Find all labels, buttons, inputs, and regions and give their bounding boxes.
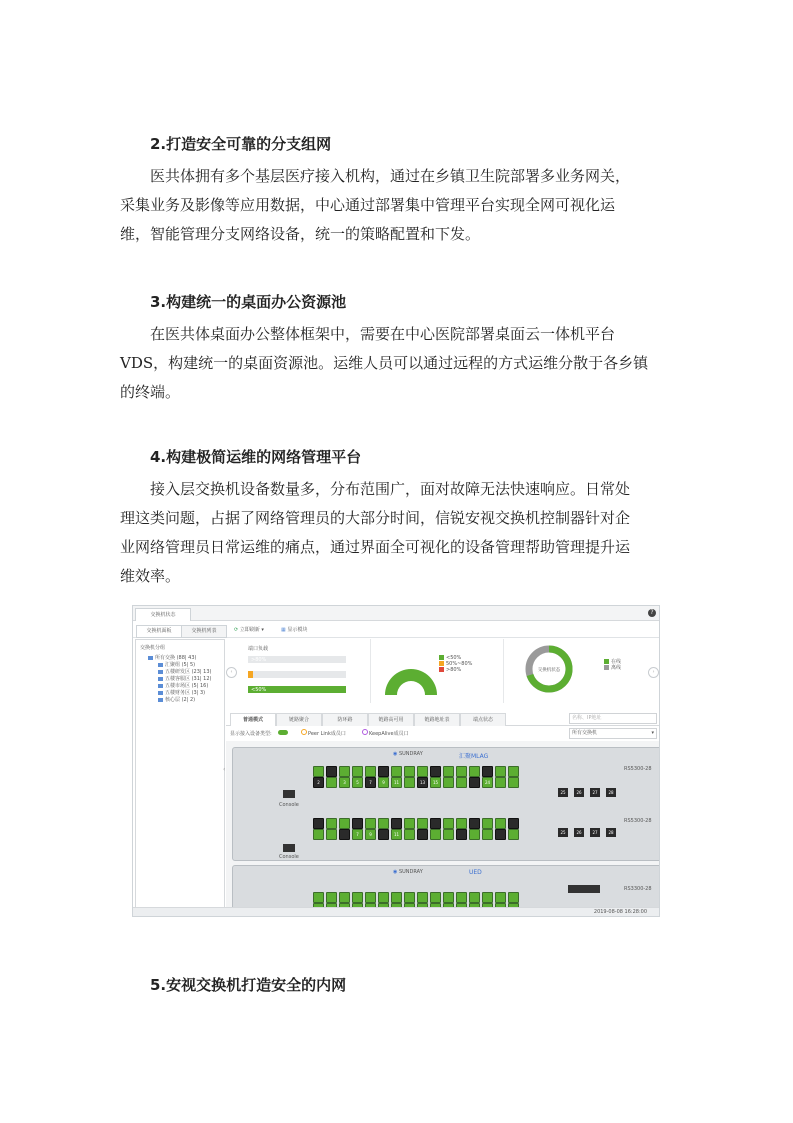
- tree-item[interactable]: [158, 682, 208, 689]
- switch-port[interactable]: [482, 892, 493, 903]
- mode-tab[interactable]: 链路聚合: [276, 713, 322, 726]
- switch-port[interactable]: [482, 766, 493, 777]
- switch-port[interactable]: [430, 892, 441, 903]
- tab-switch-list[interactable]: 交换机列表: [181, 625, 227, 638]
- switch-device-mlag[interactable]: [232, 747, 660, 861]
- switch-port[interactable]: [339, 829, 350, 840]
- filter-label: 显示接入设备类型:: [230, 731, 272, 737]
- switch-port[interactable]: [443, 777, 454, 788]
- switch-port[interactable]: 5: [352, 777, 363, 788]
- paragraph-line: 在医共体桌面办公整体框架中，需要在中心医院部署桌面云一体机平台: [150, 325, 616, 343]
- mode-tab[interactable]: 链路高可用: [368, 713, 414, 726]
- folder-icon: [158, 684, 163, 688]
- switch-port[interactable]: [326, 892, 337, 903]
- power-label: 供电负载: [400, 688, 422, 694]
- switch-port[interactable]: [326, 818, 337, 829]
- folder-icon: [158, 698, 163, 702]
- mode-tab[interactable]: 普通模式: [230, 713, 276, 726]
- status-legend: [604, 659, 621, 671]
- switch-port[interactable]: [456, 829, 467, 840]
- model-label: RS5300-28: [624, 818, 652, 824]
- power-load-panel: [371, 639, 504, 703]
- switch-port[interactable]: [326, 829, 337, 840]
- switch-port[interactable]: [352, 766, 363, 777]
- main-content: [226, 639, 659, 909]
- status-ring-icon: [524, 644, 574, 694]
- switch-status-label: 交换机状态: [537, 668, 561, 673]
- brand-logo: ◉ SUNDRAY: [393, 869, 423, 875]
- sfp-port[interactable]: 28: [606, 788, 616, 797]
- switch-port[interactable]: [391, 818, 402, 829]
- paragraph-line: 医共体拥有多个基层医疗接入机构，通过在乡镇卫生院部署多业务网关，: [150, 167, 631, 185]
- tree-item-label: 核心层 (2| 2): [165, 697, 196, 703]
- switch-port[interactable]: [404, 892, 415, 903]
- legend-label: 50%~80%: [446, 661, 473, 667]
- switch-port[interactable]: [495, 777, 506, 788]
- display-module-label: 显示模块: [287, 627, 308, 633]
- switch-port[interactable]: 3: [339, 777, 350, 788]
- legend-item: [604, 665, 621, 671]
- device-panel-area: [226, 741, 659, 909]
- switch-port[interactable]: 9: [365, 829, 376, 840]
- port-load-title: 端口负载: [248, 646, 269, 652]
- tree-item-label: 五楼财务区 (3| 3): [165, 690, 206, 696]
- switch-port[interactable]: [352, 892, 363, 903]
- power-gauge-icon: [381, 661, 441, 701]
- keepalive-label: KeepAlive成员口: [369, 731, 409, 737]
- switch-port[interactable]: 2: [313, 777, 324, 788]
- switch-port[interactable]: [378, 818, 389, 829]
- console-label: Console: [279, 854, 299, 860]
- switch-port[interactable]: [430, 829, 441, 840]
- switch-port[interactable]: [443, 766, 454, 777]
- peer-link-icon: [301, 729, 307, 735]
- ued-label: UED: [469, 869, 482, 876]
- section-heading-2: 2.打造安全可靠的分支组网: [150, 135, 332, 153]
- switch-filter-select[interactable]: [569, 728, 657, 739]
- switch-port[interactable]: [378, 829, 389, 840]
- mode-tabs: [226, 711, 659, 726]
- switch-group-sidebar: [135, 639, 225, 911]
- port-load-bar: [248, 686, 346, 693]
- refresh-button[interactable]: ⟳ 立即刷新 ▾: [234, 627, 264, 633]
- switch-port[interactable]: [456, 892, 467, 903]
- tree-item-label: 五楼客服区 (31| 12): [165, 676, 212, 682]
- folder-icon: [158, 691, 163, 695]
- paragraph-line: 业网络管理员日常运维的痛点，通过界面全可视化的设备管理帮助管理提升运: [120, 538, 631, 556]
- tab-switch-panel[interactable]: 交换机面板: [136, 625, 182, 638]
- switch-port[interactable]: [326, 777, 337, 788]
- legend-label: <50%: [446, 655, 462, 661]
- bar-label: <50%: [251, 687, 267, 693]
- switch-port[interactable]: [391, 766, 402, 777]
- switch-console-screenshot: [132, 605, 660, 917]
- switch-port[interactable]: [495, 818, 506, 829]
- legend-label: 在线: [611, 659, 622, 665]
- legend-swatch: [604, 659, 609, 664]
- switch-port[interactable]: [378, 766, 389, 777]
- switch-port[interactable]: [313, 818, 324, 829]
- tree-item-label: 五楼市场区 (5| 16): [165, 683, 209, 689]
- next-arrow-icon[interactable]: ›: [648, 667, 659, 678]
- sfp-port[interactable]: 26: [574, 788, 584, 797]
- sidebar-collapse-handle[interactable]: ‹: [223, 766, 226, 773]
- switch-port[interactable]: [378, 892, 389, 903]
- switch-port[interactable]: [495, 766, 506, 777]
- switch-port[interactable]: [469, 829, 480, 840]
- switch-port[interactable]: 7: [365, 777, 376, 788]
- keepalive-icon: [362, 729, 368, 735]
- paragraph-line: 接入层交换机设备数量多，分布范围广，面对故障无法快速响应。日常处: [150, 480, 631, 498]
- filter-row: [226, 727, 659, 739]
- switch-port[interactable]: [443, 892, 454, 903]
- search-input[interactable]: [569, 713, 657, 724]
- switch-port[interactable]: [404, 766, 415, 777]
- switch-port[interactable]: [495, 829, 506, 840]
- port-load-bar: [248, 656, 346, 663]
- window-tab[interactable]: 交换机状态: [135, 608, 191, 621]
- switch-port[interactable]: 11: [391, 829, 402, 840]
- switch-port[interactable]: [443, 818, 454, 829]
- sfp-port[interactable]: 27: [590, 828, 600, 837]
- sfp-port[interactable]: 25: [558, 828, 568, 837]
- refresh-icon: ⟳: [234, 627, 239, 633]
- console-port: [283, 790, 295, 798]
- switch-port[interactable]: [365, 892, 376, 903]
- switch-port[interactable]: 11: [391, 777, 402, 788]
- legend-swatch: [439, 667, 444, 672]
- switch-filter-value: 所有交换机: [572, 730, 598, 736]
- chevron-down-icon: ▾: [651, 730, 654, 736]
- switch-port[interactable]: [417, 829, 428, 840]
- bar-label: >80%: [251, 657, 267, 663]
- switch-port[interactable]: [417, 892, 428, 903]
- switch-port[interactable]: [326, 766, 337, 777]
- switch-port[interactable]: [352, 818, 363, 829]
- paragraph-line: 理这类问题，占据了网络管理员的大部分时间，信锐安视交换机控制器针对企: [120, 509, 631, 527]
- switch-port[interactable]: [469, 777, 480, 788]
- switch-port[interactable]: [456, 818, 467, 829]
- section-heading-3: 3.构建统一的桌面办公资源池: [150, 293, 347, 311]
- toggle-switch[interactable]: [278, 730, 288, 735]
- switch-port[interactable]: [339, 892, 350, 903]
- search-placeholder: 名称、IP地址: [572, 715, 602, 721]
- switch-port[interactable]: [404, 777, 415, 788]
- switch-port[interactable]: [508, 818, 519, 829]
- switch-port[interactable]: [417, 766, 428, 777]
- legend-swatch: [604, 665, 609, 670]
- switch-port[interactable]: [339, 766, 350, 777]
- uplink-ports: [568, 885, 600, 893]
- section-paragraph-2: [120, 162, 675, 249]
- tree-item[interactable]: [148, 654, 197, 661]
- power-legend: [439, 655, 472, 673]
- switch-status-panel: [504, 639, 644, 703]
- brand-logo: ◉ SUNDRAY: [393, 751, 423, 757]
- mode-tab[interactable]: 链路地址表: [414, 713, 460, 726]
- legend-swatch: [439, 655, 444, 660]
- window-tabbar: [133, 606, 659, 621]
- tree-item[interactable]: [158, 696, 195, 703]
- switch-port[interactable]: [391, 892, 402, 903]
- switch-port[interactable]: [430, 766, 441, 777]
- model-label: RS5300-28: [624, 766, 652, 772]
- switch-port[interactable]: [508, 892, 519, 903]
- display-module-button[interactable]: [281, 625, 307, 636]
- sfp-port[interactable]: 26: [574, 828, 584, 837]
- tree-item-label: 汇聚组 (5| 5): [165, 662, 196, 668]
- switch-port[interactable]: [495, 892, 506, 903]
- switch-port[interactable]: 7: [352, 829, 363, 840]
- brand-name: SUNDRAY: [398, 869, 423, 875]
- toolbar: [133, 621, 659, 638]
- peer-link-label: Peer Link成员口: [308, 731, 346, 737]
- refresh-label: 立即刷新: [239, 627, 260, 633]
- folder-icon: [158, 663, 163, 667]
- tree-item-label: 五楼研发区 (23| 13): [165, 669, 212, 675]
- console-label: Console: [279, 802, 299, 808]
- section-heading-5: 5.安视交换机打造安全的内网: [150, 976, 347, 994]
- switch-port[interactable]: [508, 777, 519, 788]
- timestamp: 2019-08-08 16:28:00: [593, 909, 647, 915]
- sidebar-title: 交换机分组: [140, 645, 166, 651]
- paragraph-line: 的终端。: [120, 383, 181, 401]
- switch-port[interactable]: [482, 818, 493, 829]
- switch-port[interactable]: [365, 818, 376, 829]
- switch-port[interactable]: [313, 829, 324, 840]
- switch-port[interactable]: [313, 766, 324, 777]
- tree-item[interactable]: [158, 661, 195, 668]
- help-icon[interactable]: ?: [648, 609, 656, 617]
- paragraph-line: 维，智能管理分支网络设备，统一的策略配置和下发。: [120, 225, 481, 243]
- mode-tab[interactable]: 端点状态: [460, 713, 506, 726]
- model-label: RS3300-28: [624, 886, 652, 892]
- folder-icon: [158, 677, 163, 681]
- tree-item-label: 所有交换 (88| 43): [155, 655, 197, 661]
- grid-icon: ▦: [281, 627, 286, 633]
- switch-port[interactable]: [456, 777, 467, 788]
- folder-icon: [148, 656, 153, 660]
- mode-tab[interactable]: 防环路: [322, 713, 368, 726]
- switch-port[interactable]: [313, 892, 324, 903]
- switch-port[interactable]: 13: [417, 777, 428, 788]
- switch-port[interactable]: [365, 766, 376, 777]
- switch-port[interactable]: [508, 829, 519, 840]
- switch-port[interactable]: [404, 829, 415, 840]
- paragraph-line: 维效率。: [120, 567, 181, 585]
- tree-item[interactable]: [158, 668, 212, 675]
- section-heading-4: 4.构建极简运维的网络管理平台: [150, 448, 362, 466]
- switch-port[interactable]: 9: [378, 777, 389, 788]
- section-paragraph-3: [120, 320, 675, 407]
- legend-item: [439, 667, 472, 673]
- switch-port[interactable]: [508, 766, 519, 777]
- legend-swatch: [439, 661, 444, 666]
- prev-arrow-icon[interactable]: ‹: [226, 667, 237, 678]
- sfp-port[interactable]: 28: [606, 828, 616, 837]
- tree-item[interactable]: [158, 689, 205, 696]
- folder-icon: [158, 670, 163, 674]
- section-paragraph-4: [120, 475, 675, 591]
- switch-port[interactable]: 15: [430, 777, 441, 788]
- switch-port[interactable]: [417, 818, 428, 829]
- switch-port[interactable]: [482, 829, 493, 840]
- legend-label: 离线: [611, 665, 622, 671]
- port-load-panel: [234, 639, 371, 703]
- switch-port[interactable]: [443, 829, 454, 840]
- switch-port[interactable]: [430, 818, 441, 829]
- port-load-bar: [248, 671, 346, 678]
- switch-port[interactable]: [469, 892, 480, 903]
- status-footer: [133, 907, 659, 916]
- sfp-port[interactable]: 25: [558, 788, 568, 797]
- switch-port[interactable]: [404, 818, 415, 829]
- switch-port[interactable]: [456, 766, 467, 777]
- paragraph-line: 采集业务及影像等应用数据，中心通过部署集中管理平台实现全网可视化运: [120, 196, 616, 214]
- switch-port[interactable]: 24: [482, 777, 493, 788]
- mlag-label: 汇聚MLAG: [459, 753, 489, 760]
- switch-port[interactable]: [339, 818, 350, 829]
- console-port: [283, 844, 295, 852]
- switch-port[interactable]: [469, 818, 480, 829]
- brand-name: SUNDRAY: [398, 751, 423, 757]
- tree-item[interactable]: [158, 675, 212, 682]
- switch-port[interactable]: [469, 766, 480, 777]
- sfp-port[interactable]: 27: [590, 788, 600, 797]
- legend-label: >80%: [446, 667, 462, 673]
- paragraph-line: VDS，构建统一的桌面资源池。运维人员可以通过远程的方式运维分散于各乡镇: [120, 354, 649, 372]
